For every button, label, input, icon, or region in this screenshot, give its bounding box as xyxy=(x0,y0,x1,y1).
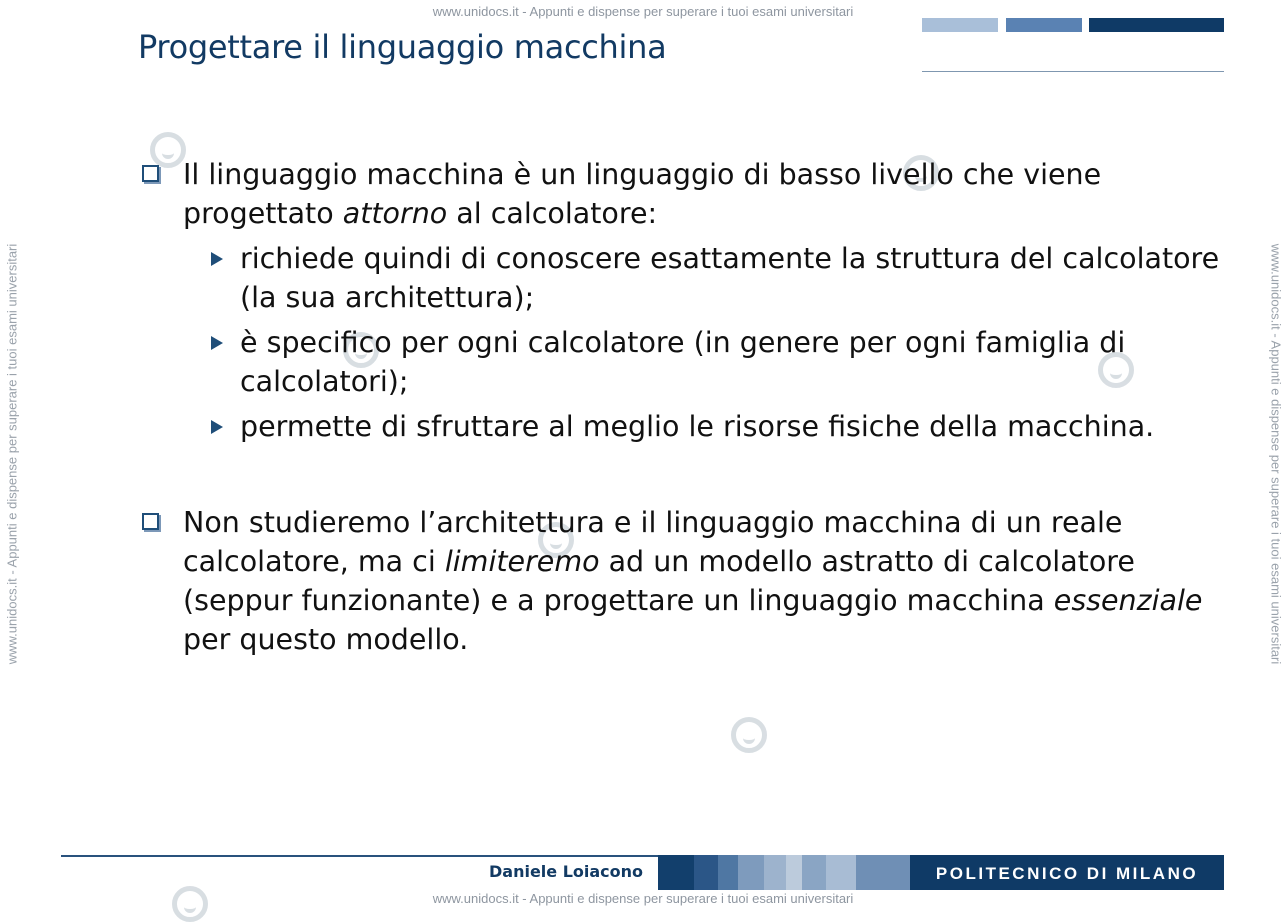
watermark-left: www.unidocs.it - Appunti e dispense per superare i tuoi esami universitari xyxy=(4,243,20,665)
watermark-right: www.unidocs.it - Appunti e dispense per superare i tuoi esami universitari xyxy=(1268,243,1284,665)
subitem-text: permette di sfruttare al meglio le risorse fisiche della macchina. xyxy=(240,410,1155,443)
header-bar-mid xyxy=(1006,18,1082,32)
subitem-text: richiede quindi di conoscere esattamente la struttura del calcolatore (la sua architettura); xyxy=(240,242,1220,314)
footer-band-segment xyxy=(718,855,738,890)
footer-band-segment xyxy=(802,855,826,890)
footer-institution: POLITECNICO DI MILANO xyxy=(910,855,1224,890)
footer-author: Daniele Loiacono xyxy=(489,862,644,881)
bullet-1-emphasis: attorno xyxy=(342,197,448,230)
footer-band-segment xyxy=(786,855,802,890)
bullet-1 xyxy=(140,155,1220,446)
subitem-2 xyxy=(190,323,1220,401)
bullet-2 xyxy=(140,503,1220,659)
watermark-bottom: www.unidocs.it - Appunti e dispense per superare i tuoi esami universitari xyxy=(432,891,854,906)
bullet-1-text-b: al calcolatore: xyxy=(447,197,658,230)
triangle-bullet-icon xyxy=(211,420,223,434)
header-rule xyxy=(922,71,1224,72)
subitem-text: è specifico per ogni calcolatore (in genere per ogni famiglia di calcolatori); xyxy=(240,326,1126,398)
footer-band-segment xyxy=(738,855,764,890)
footer-rule xyxy=(61,855,658,857)
bullet-2-text-a: Non studieremo l’architettura e il linguaggio macchina di un reale calcolatore, ma ci xyxy=(183,506,1123,578)
watermark-top: www.unidocs.it - Appunti e dispense per superare i tuoi esami universitari xyxy=(432,4,854,19)
bullet-1-text-a: Il linguaggio macchina è un linguaggio di basso livello che viene progettato xyxy=(183,158,1102,230)
header-bar-light xyxy=(922,18,998,32)
footer-band-segment xyxy=(826,855,856,890)
slide-body xyxy=(140,155,1220,659)
header-bar-dark xyxy=(1089,18,1224,32)
bullet-2-text-c: per questo modello. xyxy=(183,623,469,656)
bullet-2-text-b: ad un modello astratto di calcolatore (seppur funzionante) e a progettare un linguaggio macchina xyxy=(183,545,1135,617)
square-bullet-icon xyxy=(142,165,159,182)
subitem-1 xyxy=(190,239,1220,317)
footer-band-segment xyxy=(764,855,786,890)
footer-band-segment xyxy=(856,855,910,890)
square-bullet-icon xyxy=(142,513,159,530)
triangle-bullet-icon xyxy=(211,336,223,350)
bullet-2-emphasis-2: essenziale xyxy=(1053,584,1203,617)
footer-band-segment xyxy=(694,855,718,890)
subitem-3 xyxy=(190,407,1220,446)
slide-title: Progettare il linguaggio macchina xyxy=(138,28,667,66)
triangle-bullet-icon xyxy=(211,252,223,266)
watermark-logo-icon xyxy=(731,717,767,753)
bullet-2-emphasis-1: limiteremo xyxy=(444,545,600,578)
footer-band-segment xyxy=(658,855,694,890)
bullet-1-subitems xyxy=(140,239,1220,446)
